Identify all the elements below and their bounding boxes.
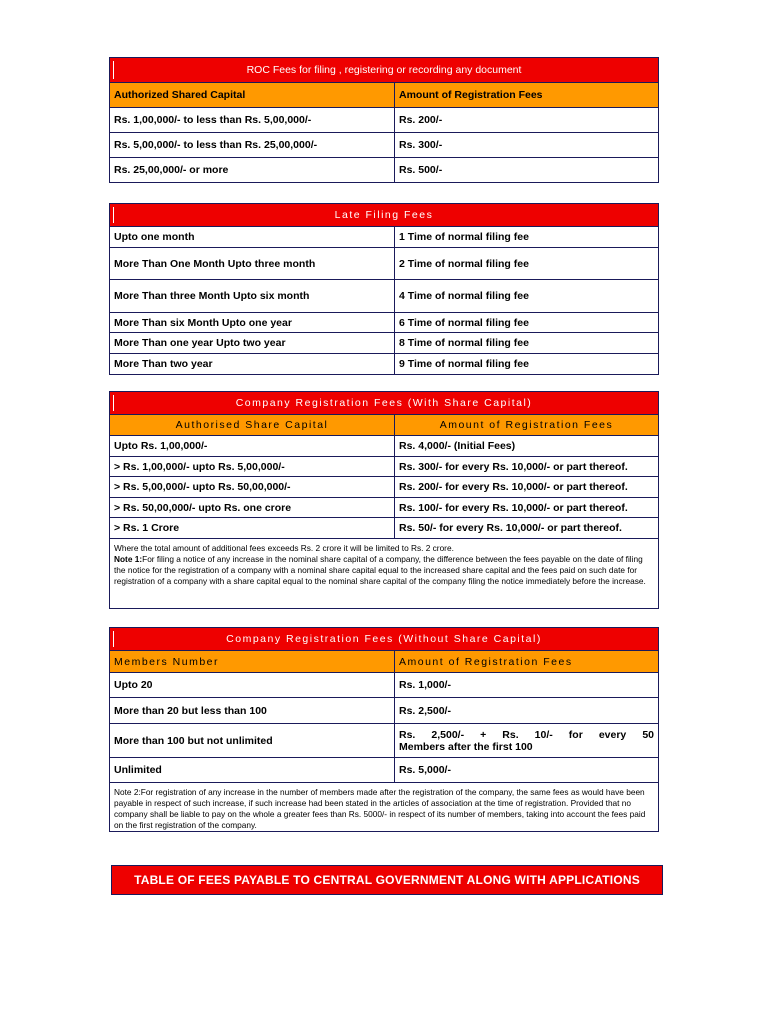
note-line: Where the total amount of additional fees exceeds Rs. 2 crore it will be limited to Rs. 2 crore. bbox=[114, 543, 454, 553]
without-share-capital-table bbox=[109, 627, 659, 832]
late-fee: 6 Time of normal filing fee bbox=[399, 316, 529, 329]
table-row bbox=[110, 107, 658, 132]
table-row bbox=[110, 157, 658, 182]
table-title-row bbox=[110, 58, 658, 82]
fee-amount: Rs. 300/- bbox=[399, 139, 443, 151]
table-row bbox=[110, 132, 658, 157]
capital-range: > Rs. 5,00,000/- upto Rs. 50,00,000/- bbox=[110, 477, 395, 497]
header-authorized-capital: Authorized Shared Capital bbox=[110, 83, 395, 107]
fee-amount: Rs. 1,000/- bbox=[399, 679, 451, 691]
table-row bbox=[110, 757, 658, 782]
fee-amount bbox=[395, 724, 658, 757]
fee-amount: Rs. 2,500/- bbox=[399, 704, 451, 717]
capital-range: > Rs. 1 Crore bbox=[110, 518, 395, 538]
members-range: Upto 20 bbox=[110, 673, 395, 697]
table-title-row bbox=[110, 392, 658, 414]
fee-amount: Rs. 50/- for every Rs. 10,000/- or part thereof. bbox=[399, 522, 622, 534]
delay-period: More Than two year bbox=[110, 354, 395, 374]
table-row bbox=[110, 312, 658, 332]
roc-fees-table bbox=[109, 57, 659, 183]
capital-range: > Rs. 1,00,000/- upto Rs. 5,00,000/- bbox=[110, 457, 395, 476]
fee-amount: Rs. 4,000/- (Initial Fees) bbox=[399, 440, 516, 452]
note-1-label: Note 1: bbox=[114, 554, 143, 564]
table-row bbox=[110, 226, 658, 247]
late-filing-fees-table bbox=[109, 203, 659, 375]
note-1 bbox=[110, 539, 658, 608]
late-fee: 8 Time of normal filing fee bbox=[399, 337, 529, 349]
capital-range: Upto Rs. 1,00,000/- bbox=[110, 436, 395, 456]
note-1-body: For filing a notice of any increase in the nominal share capital of a company, the difference between the fees payable on the date of filing the notice for the registration of a company with a nominal share capital equal to the increased share capital and the fees paid on such date for registration of a company with a share capital equal to the nominal share capital of the company filing the notice immediately before the increase. bbox=[114, 554, 646, 586]
header-authorised-capital: Authorised Share Capital bbox=[110, 415, 395, 435]
table-header-row bbox=[110, 650, 658, 672]
header-registration-fees: Amount of Registration Fees bbox=[439, 419, 614, 431]
table-row bbox=[110, 456, 658, 476]
table-row bbox=[110, 476, 658, 497]
header-registration-fees: Amount of Registration Fees bbox=[399, 655, 573, 668]
capital-range: Rs. 5,00,000/- to less than Rs. 25,00,000/- bbox=[110, 133, 395, 157]
table-row bbox=[110, 517, 658, 538]
note-row bbox=[110, 538, 658, 608]
table-header-row bbox=[110, 414, 658, 435]
fees-table-banner: TABLE OF FEES PAYABLE TO CENTRAL GOVERNMENT ALONG WITH APPLICATIONS bbox=[112, 866, 662, 894]
note-row bbox=[110, 782, 658, 831]
delay-period: More Than one year Upto two year bbox=[110, 333, 395, 353]
members-range: More than 100 but not unlimited bbox=[110, 724, 395, 757]
header-registration-fees: Amount of Registration Fees bbox=[399, 89, 543, 101]
fee-amount: Rs. 300/- for every Rs. 10,000/- or part thereof. bbox=[399, 460, 628, 473]
capital-range: Rs. 25,00,000/- or more bbox=[110, 158, 395, 182]
table-row bbox=[110, 697, 658, 723]
late-fee: 2 Time of normal filing fee bbox=[399, 257, 529, 270]
with-share-capital-table bbox=[109, 391, 659, 609]
delay-period: More Than One Month Upto three month bbox=[110, 248, 395, 279]
table-title-row bbox=[110, 204, 658, 226]
capital-range: Rs. 1,00,000/- to less than Rs. 5,00,000/- bbox=[110, 108, 395, 132]
with-share-title: Company Registration Fees (With Share Capital) bbox=[110, 392, 658, 414]
table-row bbox=[110, 497, 658, 517]
table-row bbox=[110, 672, 658, 697]
table-row bbox=[110, 247, 658, 279]
table-row bbox=[110, 279, 658, 312]
fee-amount-line-1: Rs. 2,500/- + Rs. 10/- for every 50 bbox=[399, 729, 654, 741]
note-2: Note 2:For registration of any increase in the number of members made after the registration of the company, the same fees as would have been payable in respect of such increase, if such increase had been stated in the articles of association at the time of registration. Provided that no company shall be liable to pay on the whole a greater fees than Rs. 5000/- in respect of its number of members, taking into account the fees paid on the first registration of the company. bbox=[114, 787, 646, 830]
capital-range: > Rs. 50,00,000/- upto Rs. one crore bbox=[110, 498, 395, 517]
fee-amount: Rs. 200/- for every Rs. 10,000/- or part thereof. bbox=[399, 481, 628, 493]
members-range: More than 20 but less than 100 bbox=[110, 698, 395, 723]
table-title-row bbox=[110, 628, 658, 650]
table-row bbox=[110, 353, 658, 374]
table-header-row bbox=[110, 82, 658, 107]
fee-amount-line-2: Members after the first 100 bbox=[399, 741, 533, 753]
note-1-text bbox=[114, 554, 654, 587]
table-row bbox=[110, 332, 658, 353]
delay-period: More Than three Month Upto six month bbox=[110, 280, 395, 312]
header-members-number: Members Number bbox=[110, 651, 395, 672]
late-fee: 9 Time of normal filing fee bbox=[399, 358, 529, 370]
fee-amount: Rs. 5,000/- bbox=[399, 764, 451, 776]
late-fee: 4 Time of normal filing fee bbox=[399, 290, 529, 302]
delay-period: Upto one month bbox=[110, 227, 395, 247]
fee-amount: Rs. 200/- bbox=[399, 114, 443, 126]
without-share-title: Company Registration Fees (Without Share Capital) bbox=[110, 628, 658, 650]
fee-amount: Rs. 100/- for every Rs. 10,000/- or part thereof. bbox=[399, 501, 628, 514]
roc-fees-title: ROC Fees for filing , registering or recording any document bbox=[110, 58, 658, 82]
late-filing-title: Late Filing Fees bbox=[110, 204, 658, 226]
table-row bbox=[110, 435, 658, 456]
late-fee: 1 Time of normal filing fee bbox=[399, 231, 529, 243]
table-row bbox=[110, 723, 658, 757]
delay-period: More Than six Month Upto one year bbox=[110, 313, 395, 332]
members-range: Unlimited bbox=[110, 758, 395, 782]
fee-amount: Rs. 500/- bbox=[399, 164, 443, 176]
